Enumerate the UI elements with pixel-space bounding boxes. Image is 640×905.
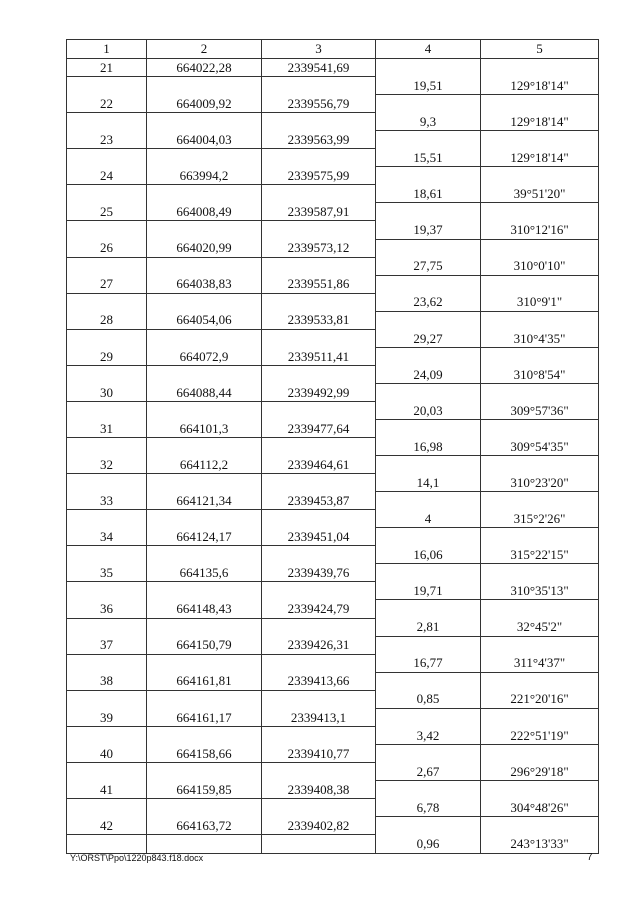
- empty-cell: [147, 329, 262, 347]
- empty-cell: [481, 311, 599, 329]
- distance-cell: 19,71: [376, 582, 481, 600]
- header-cell: 4: [376, 40, 481, 59]
- footer-page-number: 7: [587, 852, 593, 863]
- coord-y-cell: 2339511,41: [262, 347, 376, 365]
- empty-cell: [262, 654, 376, 672]
- segment-row: [67, 474, 599, 492]
- segment-row: [67, 726, 599, 744]
- empty-cell: [262, 546, 376, 564]
- empty-cell: [67, 221, 147, 239]
- point-row: [67, 600, 599, 618]
- bearing-cell: 243°13'33": [481, 835, 599, 854]
- empty-cell: [262, 185, 376, 203]
- segment-row: [67, 654, 599, 672]
- point-number-cell: 31: [67, 419, 147, 437]
- bearing-cell: 310°8'54": [481, 365, 599, 383]
- empty-cell: [376, 383, 481, 401]
- empty-cell: [481, 780, 599, 798]
- empty-cell: [481, 600, 599, 618]
- distance-cell: 20,03: [376, 401, 481, 419]
- empty-cell: [376, 311, 481, 329]
- empty-cell: [67, 401, 147, 419]
- empty-cell: [376, 780, 481, 798]
- coord-y-cell: 2339533,81: [262, 311, 376, 329]
- point-number-cell: 35: [67, 564, 147, 582]
- point-number-cell: 24: [67, 167, 147, 185]
- coord-y-cell: 2339563,99: [262, 131, 376, 149]
- empty-cell: [376, 347, 481, 365]
- distance-cell: 15,51: [376, 149, 481, 167]
- empty-cell: [147, 726, 262, 744]
- point-number-cell: 32: [67, 456, 147, 474]
- point-row: [67, 744, 599, 762]
- segment-row: [67, 185, 599, 203]
- empty-cell: [481, 95, 599, 113]
- empty-cell: [147, 690, 262, 708]
- point-row: [67, 347, 599, 365]
- coord-x-cell: 664121,34: [147, 492, 262, 510]
- segment-row: [67, 401, 599, 419]
- distance-cell: 16,98: [376, 438, 481, 456]
- point-number-cell: 27: [67, 275, 147, 293]
- empty-cell: [147, 762, 262, 780]
- empty-cell: [147, 185, 262, 203]
- segment-row: [67, 510, 599, 528]
- empty-cell: [481, 239, 599, 257]
- empty-cell: [147, 618, 262, 636]
- empty-cell: [262, 510, 376, 528]
- segment-row: [67, 329, 599, 347]
- empty-cell: [376, 167, 481, 185]
- empty-cell: [67, 726, 147, 744]
- segment-row: [67, 546, 599, 564]
- empty-cell: [147, 798, 262, 816]
- coord-y-cell: 2339556,79: [262, 95, 376, 113]
- coord-x-cell: 664008,49: [147, 203, 262, 221]
- empty-cell: [67, 546, 147, 564]
- empty-cell: [376, 275, 481, 293]
- empty-cell: [481, 528, 599, 546]
- bearing-cell: 310°23'20": [481, 474, 599, 492]
- point-number-cell: 41: [67, 780, 147, 798]
- point-row: [67, 383, 599, 401]
- coord-y-cell: 2339413,66: [262, 672, 376, 690]
- segment-row: [67, 762, 599, 780]
- point-row: [67, 672, 599, 690]
- bearing-cell: 310°12'16": [481, 221, 599, 239]
- coord-x-cell: 664112,2: [147, 456, 262, 474]
- empty-cell: [67, 293, 147, 311]
- segment-row: [67, 690, 599, 708]
- distance-cell: 4: [376, 510, 481, 528]
- point-number-cell: 26: [67, 239, 147, 257]
- distance-cell: 9,3: [376, 113, 481, 131]
- coord-x-cell: 664163,72: [147, 817, 262, 835]
- coord-x-cell: 664124,17: [147, 528, 262, 546]
- point-row: [67, 131, 599, 149]
- empty-cell: [481, 817, 599, 835]
- coord-x-cell: 664161,81: [147, 672, 262, 690]
- empty-cell: [147, 835, 262, 854]
- empty-cell: [481, 131, 599, 149]
- empty-cell: [376, 492, 481, 510]
- bearing-cell: 222°51'19": [481, 726, 599, 744]
- segment-row: [67, 438, 599, 456]
- empty-cell: [67, 365, 147, 383]
- empty-cell: [147, 257, 262, 275]
- empty-cell: [481, 58, 599, 77]
- distance-cell: 29,27: [376, 329, 481, 347]
- distance-cell: 6,78: [376, 798, 481, 816]
- coord-y-cell: 2339464,61: [262, 456, 376, 474]
- empty-cell: [67, 618, 147, 636]
- coord-x-cell: 664150,79: [147, 636, 262, 654]
- segment-row: [67, 257, 599, 275]
- empty-cell: [67, 762, 147, 780]
- point-row: [67, 492, 599, 510]
- point-number-cell: 34: [67, 528, 147, 546]
- coord-x-cell: 664148,43: [147, 600, 262, 618]
- segment-row: [67, 149, 599, 167]
- empty-cell: [262, 474, 376, 492]
- point-row: [67, 203, 599, 221]
- header-row: [67, 40, 599, 59]
- distance-cell: 3,42: [376, 726, 481, 744]
- coord-x-cell: 664009,92: [147, 95, 262, 113]
- empty-cell: [67, 474, 147, 492]
- empty-cell: [481, 564, 599, 582]
- empty-cell: [376, 239, 481, 257]
- empty-cell: [147, 474, 262, 492]
- empty-cell: [67, 690, 147, 708]
- distance-cell: 0,96: [376, 835, 481, 854]
- coord-x-cell: 664054,06: [147, 311, 262, 329]
- bearing-cell: 310°4'35": [481, 329, 599, 347]
- empty-cell: [481, 383, 599, 401]
- empty-cell: [481, 708, 599, 726]
- empty-cell: [262, 149, 376, 167]
- distance-cell: 0,85: [376, 690, 481, 708]
- coord-x-cell: 664020,99: [147, 239, 262, 257]
- bearing-cell: 129°18'14": [481, 77, 599, 95]
- distance-cell: 19,51: [376, 77, 481, 95]
- empty-cell: [67, 185, 147, 203]
- point-row: [67, 311, 599, 329]
- empty-cell: [147, 510, 262, 528]
- empty-cell: [262, 77, 376, 95]
- empty-cell: [262, 835, 376, 854]
- coord-y-cell: 2339402,82: [262, 817, 376, 835]
- empty-cell: [262, 438, 376, 456]
- point-row: [67, 780, 599, 798]
- empty-cell: [481, 492, 599, 510]
- empty-cell: [262, 365, 376, 383]
- coord-y-cell: 2339453,87: [262, 492, 376, 510]
- empty-cell: [67, 510, 147, 528]
- empty-cell: [481, 456, 599, 474]
- coord-x-cell: 664038,83: [147, 275, 262, 293]
- bearing-cell: 39°51'20": [481, 185, 599, 203]
- empty-cell: [147, 582, 262, 600]
- empty-cell: [481, 744, 599, 762]
- point-number-cell: 42: [67, 817, 147, 835]
- empty-cell: [262, 726, 376, 744]
- empty-cell: [67, 257, 147, 275]
- segment-row: [67, 798, 599, 816]
- empty-cell: [262, 329, 376, 347]
- bearing-cell: 315°2'26": [481, 510, 599, 528]
- bearing-cell: 310°0'10": [481, 257, 599, 275]
- coord-y-cell: 2339451,04: [262, 528, 376, 546]
- empty-cell: [376, 456, 481, 474]
- distance-cell: 16,06: [376, 546, 481, 564]
- coord-y-cell: 2339575,99: [262, 167, 376, 185]
- empty-cell: [376, 95, 481, 113]
- bearing-cell: 311°4'37": [481, 654, 599, 672]
- bearing-cell: 129°18'14": [481, 149, 599, 167]
- distance-cell: 18,61: [376, 185, 481, 203]
- empty-cell: [376, 636, 481, 654]
- point-number-cell: 21: [67, 58, 147, 77]
- header-cell: 3: [262, 40, 376, 59]
- coord-y-cell: 2339439,76: [262, 564, 376, 582]
- point-row: [67, 456, 599, 474]
- distance-cell: 14,1: [376, 474, 481, 492]
- coord-y-cell: 2339541,69: [262, 58, 376, 77]
- empty-cell: [376, 564, 481, 582]
- coord-x-cell: 664088,44: [147, 383, 262, 401]
- distance-cell: 19,37: [376, 221, 481, 239]
- distance-cell: 27,75: [376, 257, 481, 275]
- empty-cell: [376, 131, 481, 149]
- bearing-cell: 315°22'15": [481, 546, 599, 564]
- empty-cell: [481, 347, 599, 365]
- distance-cell: 24,09: [376, 365, 481, 383]
- point-number-cell: 30: [67, 383, 147, 401]
- empty-cell: [481, 419, 599, 437]
- empty-cell: [147, 293, 262, 311]
- empty-cell: [376, 600, 481, 618]
- header-cell: 5: [481, 40, 599, 59]
- empty-cell: [262, 690, 376, 708]
- point-row: [67, 58, 599, 77]
- distance-cell: 16,77: [376, 654, 481, 672]
- coord-x-cell: 664135,6: [147, 564, 262, 582]
- point-row: [67, 419, 599, 437]
- header-cell: 1: [67, 40, 147, 59]
- empty-cell: [262, 798, 376, 816]
- point-row: [67, 528, 599, 546]
- empty-cell: [376, 419, 481, 437]
- coord-y-cell: 2339408,38: [262, 780, 376, 798]
- bearing-cell: 309°57'36": [481, 401, 599, 419]
- empty-cell: [67, 798, 147, 816]
- point-number-cell: 22: [67, 95, 147, 113]
- empty-cell: [147, 438, 262, 456]
- segment-row: [67, 113, 599, 131]
- point-row: [67, 817, 599, 835]
- empty-cell: [262, 618, 376, 636]
- empty-cell: [376, 817, 481, 835]
- distance-cell: 2,67: [376, 762, 481, 780]
- coord-x-cell: 664161,17: [147, 708, 262, 726]
- point-number-cell: 38: [67, 672, 147, 690]
- empty-cell: [481, 672, 599, 690]
- bearing-cell: 32°45'2": [481, 618, 599, 636]
- empty-cell: [481, 167, 599, 185]
- empty-cell: [67, 149, 147, 167]
- coord-x-cell: 663994,2: [147, 167, 262, 185]
- coord-y-cell: 2339573,12: [262, 239, 376, 257]
- segment-row: [67, 293, 599, 311]
- empty-cell: [147, 546, 262, 564]
- point-number-cell: 28: [67, 311, 147, 329]
- point-number-cell: 23: [67, 131, 147, 149]
- empty-cell: [147, 401, 262, 419]
- footer-file-path: Y:\ORST\Ppo\1220p843.f18.docx: [70, 853, 204, 863]
- empty-cell: [481, 203, 599, 221]
- empty-cell: [147, 221, 262, 239]
- empty-cell: [67, 654, 147, 672]
- segment-row: [67, 77, 599, 95]
- empty-cell: [376, 708, 481, 726]
- empty-cell: [67, 438, 147, 456]
- bearing-cell: 221°20'16": [481, 690, 599, 708]
- bearing-cell: 304°48'26": [481, 798, 599, 816]
- segment-row: [67, 221, 599, 239]
- bearing-cell: 310°9'1": [481, 293, 599, 311]
- coord-y-cell: 2339551,86: [262, 275, 376, 293]
- coord-y-cell: 2339587,91: [262, 203, 376, 221]
- point-row: [67, 239, 599, 257]
- coord-y-cell: 2339492,99: [262, 383, 376, 401]
- coord-x-cell: 664159,85: [147, 780, 262, 798]
- empty-cell: [262, 221, 376, 239]
- point-number-cell: 37: [67, 636, 147, 654]
- header-cell: 2: [147, 40, 262, 59]
- point-number-cell: 25: [67, 203, 147, 221]
- point-row: [67, 275, 599, 293]
- empty-cell: [67, 329, 147, 347]
- empty-cell: [67, 113, 147, 131]
- empty-cell: [262, 293, 376, 311]
- empty-cell: [67, 835, 147, 854]
- empty-cell: [67, 77, 147, 95]
- segment-row: [67, 582, 599, 600]
- segment-row: [67, 365, 599, 383]
- bearing-cell: 296°29'18": [481, 762, 599, 780]
- coord-y-cell: 2339424,79: [262, 600, 376, 618]
- table-body: [67, 40, 599, 854]
- bearing-cell: 129°18'14": [481, 113, 599, 131]
- point-row: [67, 95, 599, 113]
- coord-y-cell: 2339410,77: [262, 744, 376, 762]
- empty-cell: [67, 582, 147, 600]
- empty-cell: [262, 762, 376, 780]
- empty-cell: [262, 401, 376, 419]
- coord-y-cell: 2339413,1: [262, 708, 376, 726]
- point-row: [67, 708, 599, 726]
- coord-x-cell: 664004,03: [147, 131, 262, 149]
- point-number-cell: 36: [67, 600, 147, 618]
- bearing-cell: 309°54'35": [481, 438, 599, 456]
- point-number-cell: 39: [67, 708, 147, 726]
- point-row: [67, 167, 599, 185]
- empty-cell: [376, 744, 481, 762]
- coordinates-table: [66, 39, 599, 854]
- empty-cell: [262, 113, 376, 131]
- coord-y-cell: 2339426,31: [262, 636, 376, 654]
- distance-cell: 23,62: [376, 293, 481, 311]
- empty-cell: [147, 113, 262, 131]
- coord-x-cell: 664022,28: [147, 58, 262, 77]
- distance-cell: 2,81: [376, 618, 481, 636]
- coord-x-cell: 664072,9: [147, 347, 262, 365]
- point-number-cell: 33: [67, 492, 147, 510]
- point-number-cell: 40: [67, 744, 147, 762]
- empty-cell: [147, 365, 262, 383]
- coord-x-cell: 664158,66: [147, 744, 262, 762]
- coord-x-cell: 664101,3: [147, 419, 262, 437]
- empty-cell: [376, 672, 481, 690]
- empty-cell: [481, 636, 599, 654]
- coord-y-cell: 2339477,64: [262, 419, 376, 437]
- point-number-cell: 29: [67, 347, 147, 365]
- empty-cell: [376, 528, 481, 546]
- empty-cell: [147, 654, 262, 672]
- point-row: [67, 564, 599, 582]
- empty-cell: [481, 275, 599, 293]
- empty-cell: [262, 582, 376, 600]
- empty-cell: [147, 77, 262, 95]
- segment-row: [67, 835, 599, 854]
- empty-cell: [376, 58, 481, 77]
- empty-cell: [376, 203, 481, 221]
- bearing-cell: 310°35'13": [481, 582, 599, 600]
- empty-cell: [147, 149, 262, 167]
- empty-cell: [262, 257, 376, 275]
- segment-row: [67, 618, 599, 636]
- point-row: [67, 636, 599, 654]
